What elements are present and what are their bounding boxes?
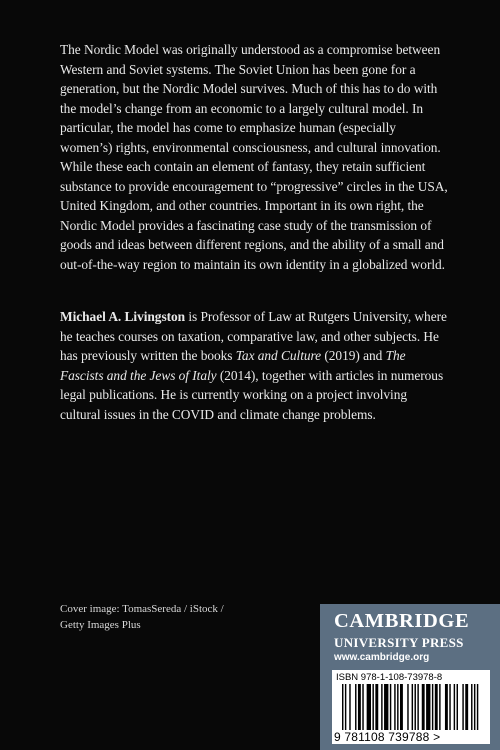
barcode-bar	[417, 684, 418, 730]
book-title-2: The Fascists and the Jews of Italy	[60, 348, 406, 383]
publisher-box	[320, 604, 500, 750]
barcode-bar	[426, 684, 430, 730]
barcode-bar	[362, 684, 363, 730]
barcode-bar	[394, 684, 395, 730]
publisher-name: CAMBRIDGE	[334, 610, 470, 632]
back-cover-blurb: The Nordic Model was originally understood as a compromise between Western and Soviet systems. The Soviet Union has been gone for a generation, but the Nordic Model survives. Much of this has to do with the model’s change from an economic to a largely cultural model. In particular, the model has come to emphasize human (especially women’s) rights, environmental consciousness, and cultural innovation. While these each contain an element of fantasy, they retain sufficient substance to provide encouragement to “progressive” circles in the USA, United Kingdom, and other countries. Important in its own right, the Nordic Model provides a fascinating case study of the transmission of goods and ideas between different regions, and the ability of a small and out-of-the-way region to maintain its own identity in a globalized world.	[60, 42, 448, 272]
barcode-bar	[355, 684, 356, 730]
publisher-subtitle: UNIVERSITY PRESS	[334, 635, 464, 650]
barcode-icon	[342, 684, 480, 730]
barcode-bar	[358, 684, 361, 730]
bio-text-1: is Professor of Law at Rutgers University, where he teaches courses on taxation, comparative law, and other subjects. He has previously written the books	[60, 309, 447, 363]
barcode-bar	[384, 684, 388, 730]
barcode-bar	[457, 684, 458, 730]
author-name: Michael A. Livingston	[60, 309, 186, 324]
isbn-label: ISBN 978-1-108-73978-8	[336, 672, 443, 683]
barcode-bar	[342, 684, 343, 730]
barcode-bar	[439, 684, 440, 730]
barcode-bar	[349, 684, 350, 730]
barcode-digits: 9 781108 739788 >	[334, 730, 441, 744]
barcode-bar	[372, 684, 373, 730]
barcode-bar	[474, 684, 475, 730]
cover-credit-line-2: Getty Images Plus	[60, 618, 141, 631]
barcode-bar	[412, 684, 413, 730]
barcode-bar	[367, 684, 371, 730]
barcode-panel	[332, 670, 490, 744]
barcode-bar	[345, 684, 346, 730]
barcode-bar	[375, 684, 378, 730]
barcode-bar	[390, 684, 391, 730]
book-title-1: Tax and Culture	[235, 348, 322, 363]
barcode-bar	[454, 684, 455, 730]
barcode-bar	[422, 684, 425, 730]
barcode-bar	[435, 684, 438, 730]
barcode-bar	[381, 684, 382, 730]
cover-credit-line-1: Cover image: TomasSereda / iStock /	[60, 603, 224, 615]
barcode-bar	[407, 684, 408, 730]
barcode-bar	[432, 684, 433, 730]
author-bio	[60, 307, 450, 424]
barcode-bar	[462, 684, 463, 730]
barcode-bar	[477, 684, 478, 730]
barcode-bar	[397, 684, 398, 730]
barcode-bar	[471, 684, 472, 730]
barcode-bar	[400, 684, 403, 730]
cover-image-credit	[60, 602, 224, 633]
barcode-bar	[445, 684, 448, 730]
bio-text-3: (2014), together with articles in numerous legal publications. He is currently working on a project involving cultural issues in the COVID and climate change problems.	[60, 367, 444, 422]
bio-text-2: (2019) and	[321, 348, 386, 363]
barcode-bar	[465, 684, 468, 730]
publisher-url: www.cambridge.org	[334, 652, 430, 663]
barcode-bar	[449, 684, 450, 730]
barcode-bar	[415, 684, 416, 730]
